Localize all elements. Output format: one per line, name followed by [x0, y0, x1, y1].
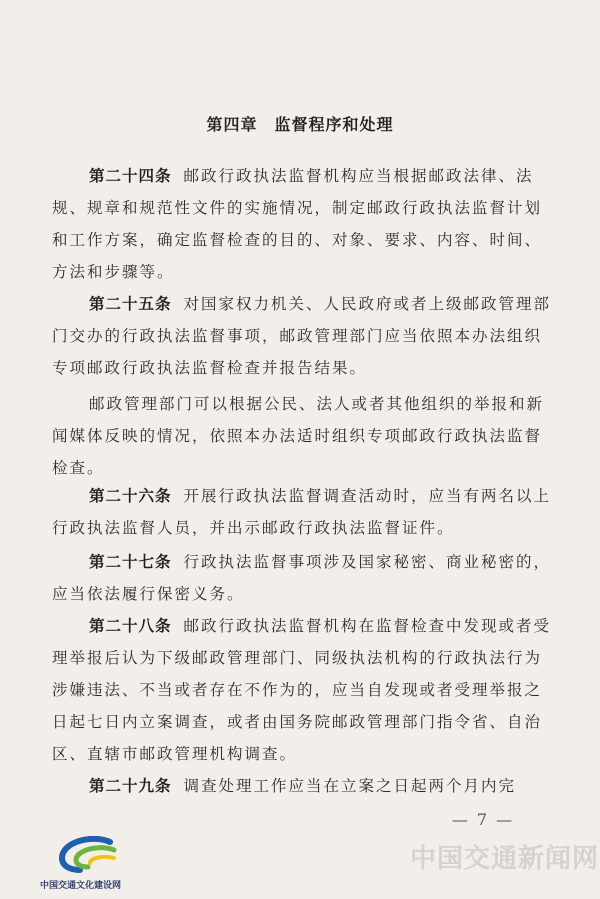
article-paragraph [52, 546, 552, 610]
logo-text: 中国交通文化建设网 [40, 881, 122, 891]
article-text: 对国家权力机关、人民政府或者上级邮政管理部门交办的行政执法监督事项，邮政管理部门应当依照本办法组织专项邮政行政执法监督检查并报告结果。 [52, 295, 552, 377]
article-text: 邮政行政执法监督机构应当根据邮政法律、法规、规章和规范性文件的实施情况，制定邮政行政执法监督计划和工作方案，确定监督检查的目的、对象、要求、内容、时间、方法和步骤等。 [52, 167, 543, 281]
article-number: 第二十七条 [89, 553, 172, 571]
article-text: 调查处理工作应当在立案之日起两个月内完 [183, 777, 517, 795]
article-paragraph [52, 388, 552, 484]
article-paragraph [52, 770, 552, 802]
article-25 [52, 288, 552, 484]
article-27 [52, 546, 552, 610]
article-text: 开展行政执法监督调查活动时，应当有两名以上行政执法监督人员，并出示邮政行政执法监督证件。 [52, 487, 552, 537]
watermark-text: 中国交通新闻网 [410, 844, 600, 874]
article-number: 第二十九条 [89, 777, 172, 795]
chapter-title: 第四章 监督程序和处理 [206, 115, 394, 134]
article-24 [52, 160, 552, 288]
article-number: 第二十六条 [89, 487, 172, 505]
article-paragraph [52, 160, 552, 288]
article-number: 第二十四条 [89, 167, 172, 185]
article-text: 邮政行政执法监督机构在监督检查中发现或者受理举报后认为下级邮政管理部门、同级执法机构的行政执法行为涉嫌违法、不当或者存在不作为的，应当自发现或者受理举报之日起七日内立案调查，或者由国务院邮政管理部门指令省、自治区、直辖市邮政管理机构调查。 [52, 617, 552, 763]
article-text: 行政执法监督事项涉及国家秘密、商业秘密的，应当依法履行保密义务。 [52, 553, 552, 603]
article-number: 第二十八条 [89, 617, 172, 635]
article-number: 第二十五条 [89, 295, 172, 313]
article-29 [52, 770, 552, 802]
article-paragraph [52, 610, 552, 770]
article-text: 邮政管理部门可以根据公民、法人或者其他组织的举报和新闻媒体反映的情况，依照本办法适时组织专项邮政行政执法监督检查。 [52, 395, 545, 477]
site-logo-icon [52, 836, 132, 876]
article-28 [52, 610, 552, 770]
article-paragraph [52, 480, 552, 544]
article-paragraph [52, 288, 552, 384]
article-26 [52, 480, 552, 544]
page-number: — 7 — [451, 810, 515, 829]
